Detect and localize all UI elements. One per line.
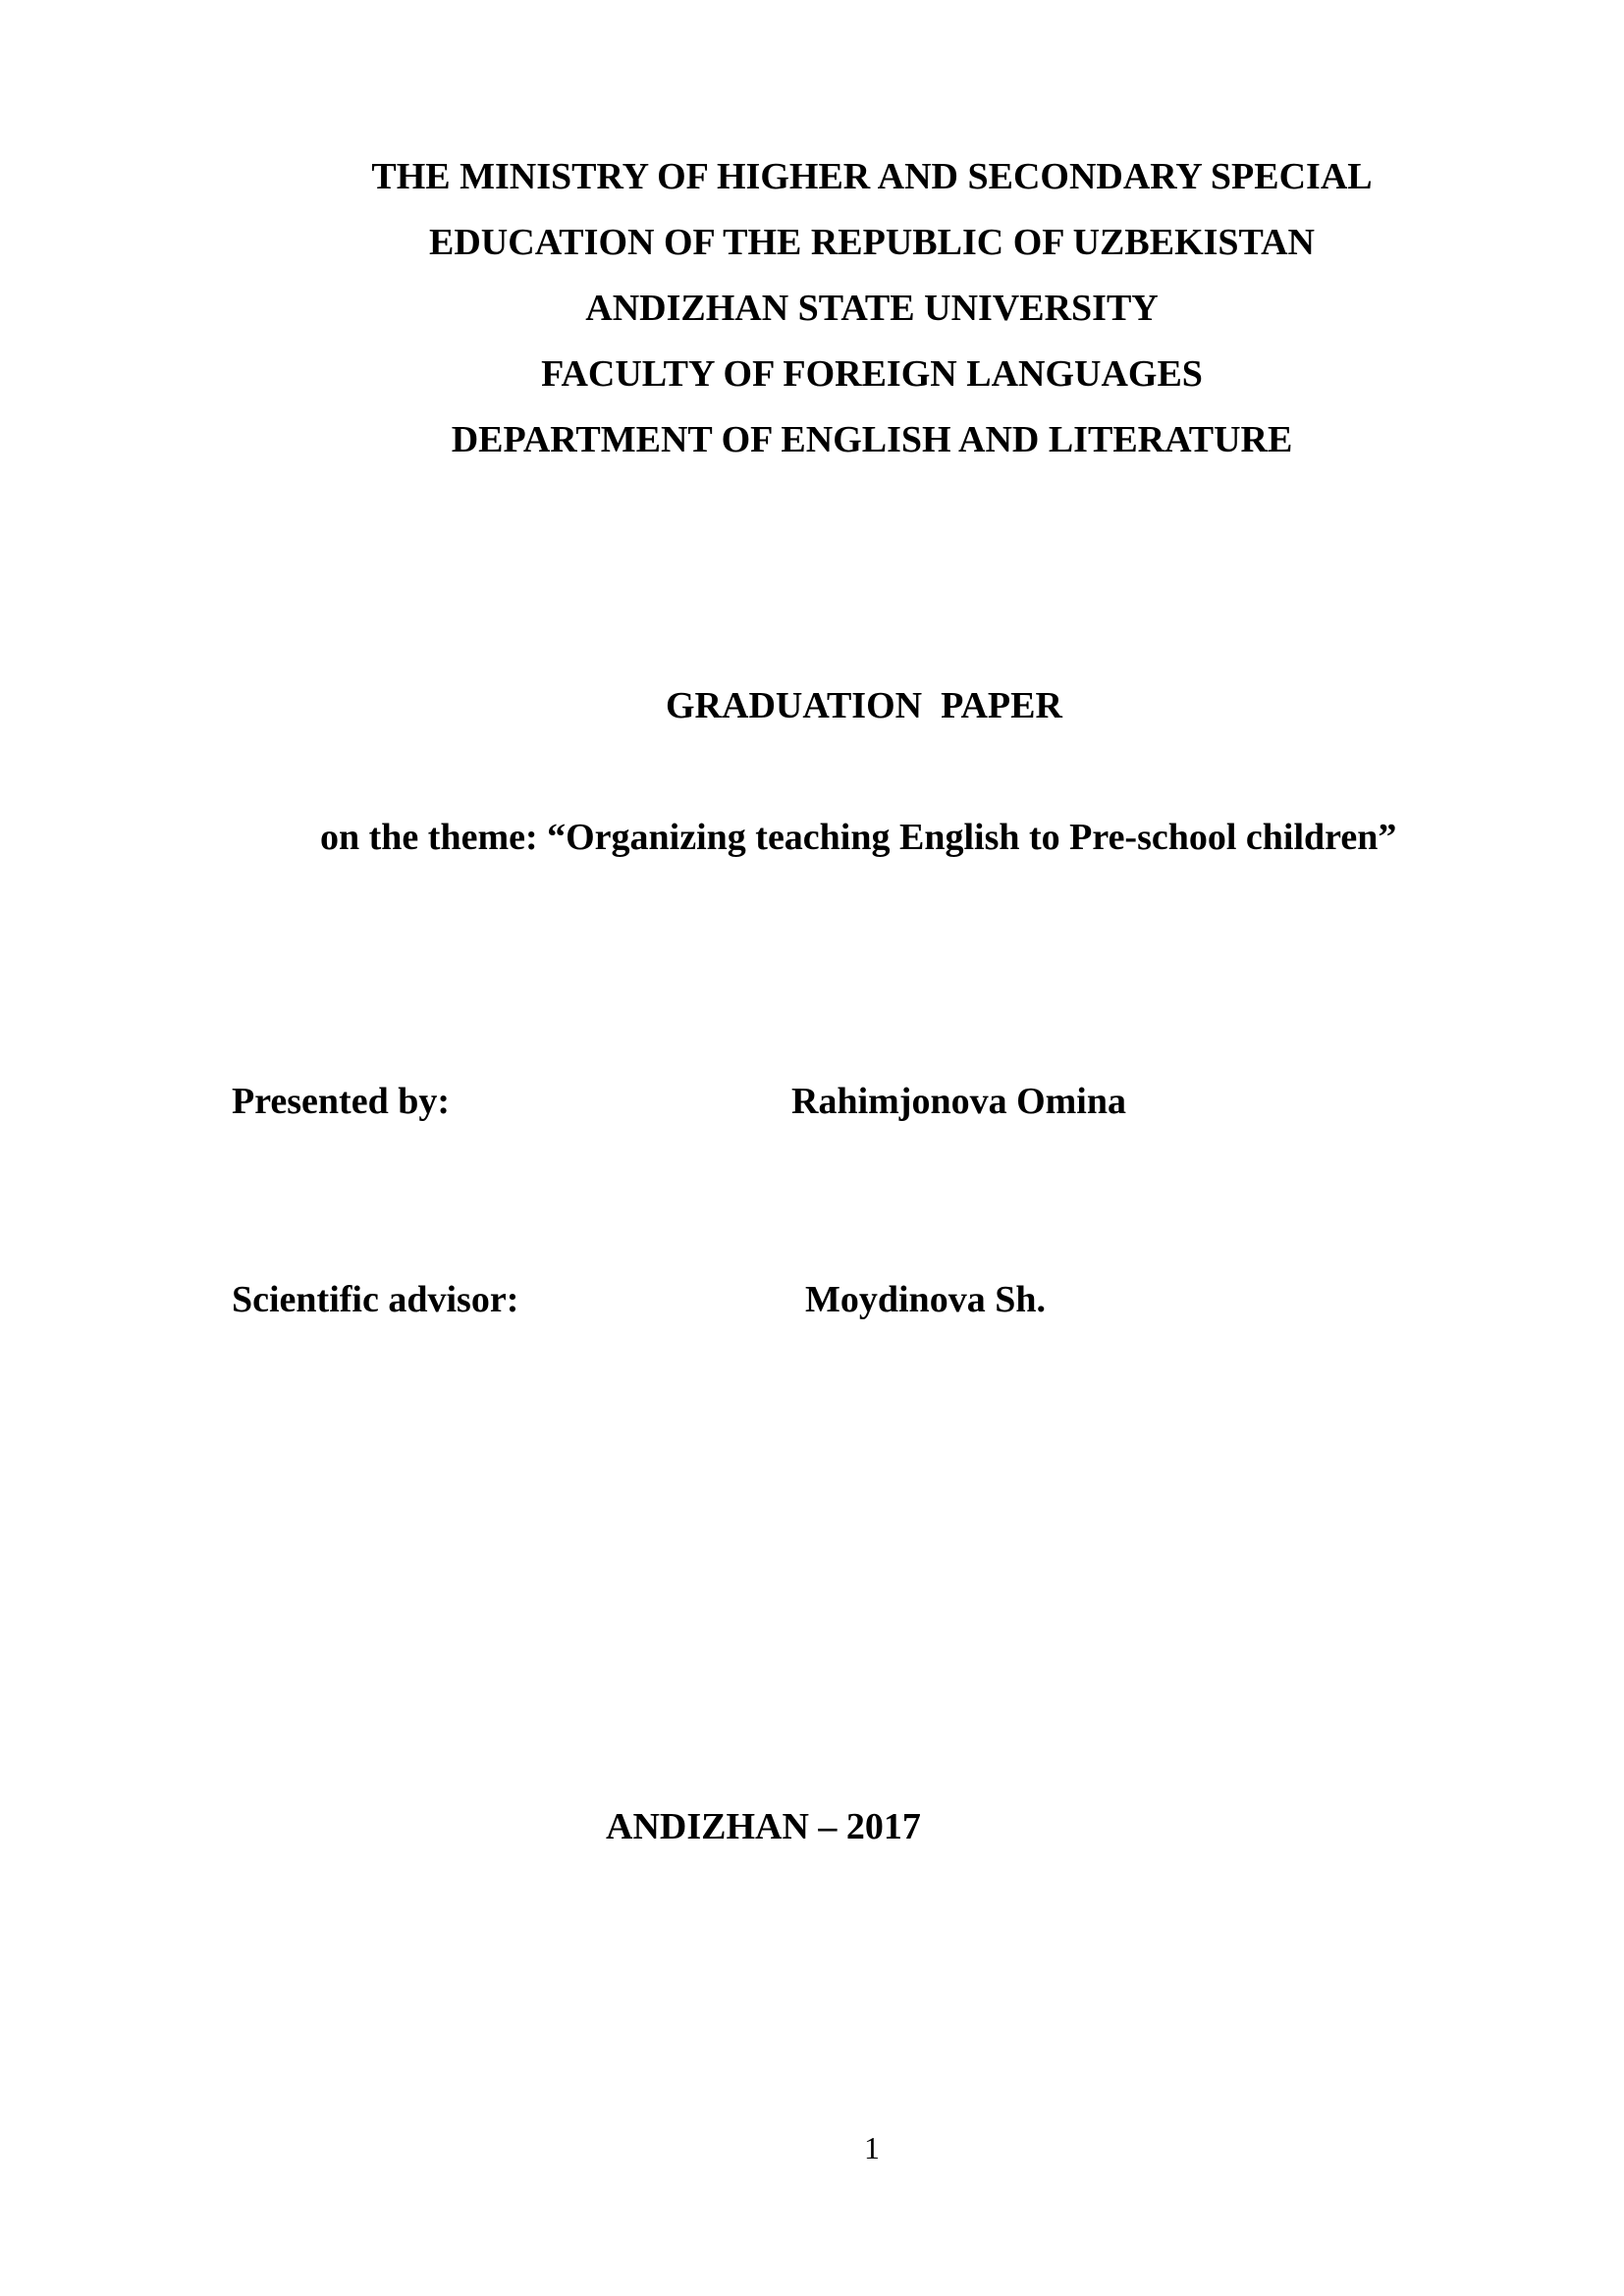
document-title: GRADUATION PAPER xyxy=(666,685,1062,726)
document-theme: on the theme: “Organizing teaching English to Pre-school children” xyxy=(320,817,1397,858)
header-department: DEPARTMENT OF ENGLISH AND LITERATURE xyxy=(451,419,1293,460)
presenter-name: Rahimjonova Omina xyxy=(791,1081,1126,1122)
header-ministry-line-1: THE MINISTRY OF HIGHER AND SECONDARY SPECIAL xyxy=(371,156,1373,197)
advisor-name: Moydinova Sh. xyxy=(805,1279,1046,1320)
page-number: 1 xyxy=(864,2130,880,2165)
header-university: ANDIZHAN STATE UNIVERSITY xyxy=(585,288,1159,329)
header-ministry-line-2: EDUCATION OF THE REPUBLIC OF UZBEKISTAN xyxy=(429,222,1315,263)
header-faculty: FACULTY OF FOREIGN LANGUAGES xyxy=(541,353,1203,395)
presenter-label: Presented by: xyxy=(232,1081,450,1122)
advisor-label: Scientific advisor: xyxy=(232,1279,519,1320)
place-year: ANDIZHAN – 2017 xyxy=(606,1806,921,1847)
